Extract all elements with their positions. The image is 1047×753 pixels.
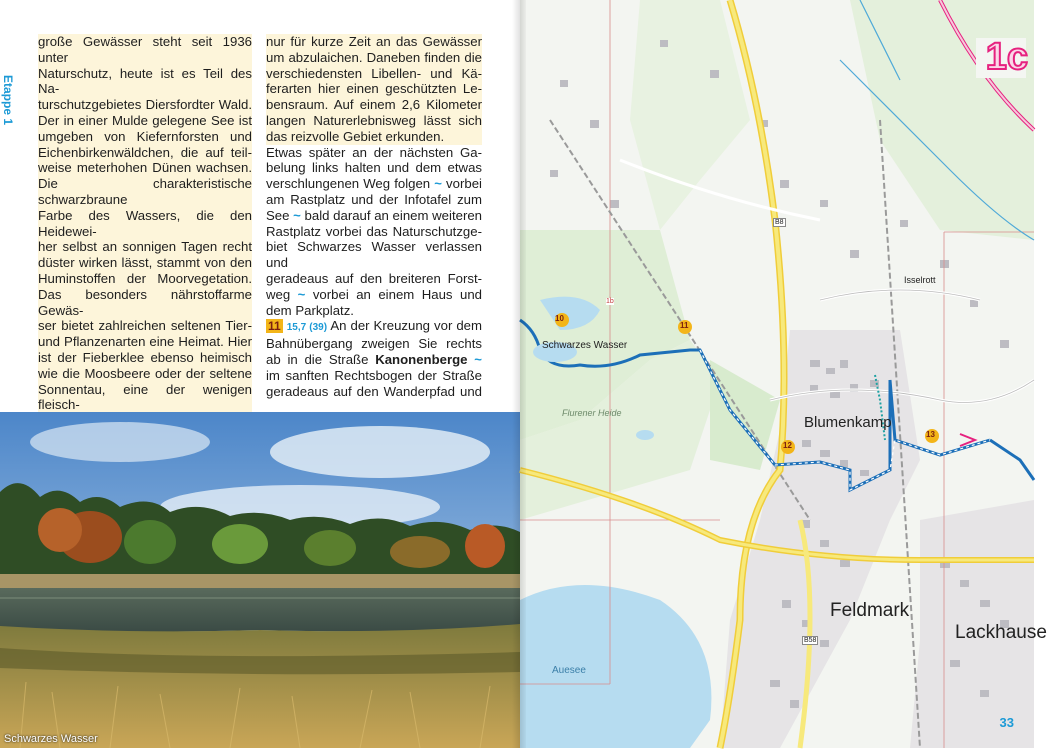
landscape-photo <box>0 412 520 748</box>
text-line: große Gewässer steht seit 1936 unter <box>38 34 252 65</box>
map-label-waypoint-12: 12 <box>783 441 792 450</box>
text-line: Der in einer Mulde gelegene See ist <box>38 112 252 128</box>
text-line: biet Schwarzes Wasser verlassen und <box>266 239 482 271</box>
text-line: Naturschutz, heute ist es Teil des Na- <box>38 65 252 97</box>
left-page <box>0 0 520 748</box>
text-column-2 <box>266 34 482 399</box>
text-line: umgeben von Kiefernforsten und <box>38 128 252 144</box>
text-line: her selbst an sonnigen Tagen recht <box>38 239 252 255</box>
text-line: dem Parkplatz. <box>266 302 354 318</box>
photo-illustration <box>0 412 520 748</box>
text-line: Huminstoffen der Moorvegetation. <box>38 270 252 286</box>
page-gutter <box>512 0 526 748</box>
text-line: Bahnübergang zweigen Sie rechts <box>266 336 482 352</box>
text-line: Farbe des Wassers, die den Heidewei- <box>38 207 252 239</box>
text-line: belung links halten und dem etwas <box>266 160 482 176</box>
map-label-b8: B8 <box>775 219 784 226</box>
text-line <box>266 208 482 224</box>
highlight-block <box>266 34 482 145</box>
text-span: See <box>266 207 290 223</box>
waypoint-number: 11 <box>268 319 281 334</box>
text-line: ferarten hier einen geschützten Le- <box>266 81 482 97</box>
map-page <box>520 0 1047 748</box>
text-line: bensraum. Auf einem 2,6 Kilometer <box>266 97 482 113</box>
text-span: bald darauf an einem weiteren <box>300 207 483 223</box>
text-line: am Rastplatz und der Infotafel zum <box>266 191 482 207</box>
text-line: Etwas später an der nächsten Ga- <box>266 144 482 160</box>
map-label-waypoint-11: 11 <box>680 321 689 330</box>
map-label-waypoint-13: 13 <box>926 430 935 439</box>
street-name: Kanonenberge <box>375 351 468 367</box>
map-label-flurener-heide: Flurener Heide <box>562 408 622 418</box>
map-label-lackhausen: Lackhause <box>955 622 1047 643</box>
map-label-feldmark: Feldmark <box>830 600 910 621</box>
text-span: vorbei an einem Haus und <box>305 286 482 302</box>
text-line: Sonnentau, eine der wenigen fleisch- <box>38 381 252 413</box>
text-line: Eichenbirkenwäldchen, die auf teil- <box>38 144 252 160</box>
wave-icon: ~ <box>434 176 442 192</box>
text-span: ab in die Straße <box>266 351 376 367</box>
text-line: Das besonders nährstoffarme Gewäs- <box>38 286 252 318</box>
stage-sidebar <box>1 66 26 136</box>
photo-caption: Schwarzes Wasser <box>4 733 98 745</box>
text-line: Die charakteristische schwarzbraune <box>38 176 252 207</box>
map-label-b58: B58 <box>804 637 817 644</box>
text-line: im sanften Rechtsbogen der Straße <box>266 367 482 383</box>
map-label-blumenkamp: Blumenkamp <box>804 414 892 431</box>
text-line: weise meterhohen Dünen wachsen. <box>38 160 252 176</box>
text-span: verschlungenen Weg folgen <box>266 176 431 192</box>
text-line: wie die Moosbeere oder der seltene <box>38 365 252 381</box>
text-line: turschutzgebietes Diersfordter Wald. <box>38 97 252 113</box>
text-line: nur für kurze Zeit an das Gewässer <box>266 34 482 49</box>
text-line <box>266 176 482 192</box>
text-line: düster wirken lässt, stammt von den <box>38 255 252 271</box>
map-label-1b: 1b <box>606 298 614 305</box>
map-label-schwarzes-wasser: Schwarzes Wasser <box>542 340 628 351</box>
text-line: um abzulaichen. Daneben finden die <box>266 49 482 65</box>
text-line: langen Naturerlebnisweg lässt sich <box>266 112 482 128</box>
text-line <box>266 352 482 368</box>
waypoint-distance: 15,7 (39) <box>286 322 328 334</box>
text-line: geradeaus auf den breiteren Forst- <box>266 270 482 286</box>
text-line: geradeaus auf den Wanderpfad und <box>266 383 482 399</box>
text-span: vorbei <box>441 176 482 192</box>
text-span: An der Kreuzung vor dem <box>327 318 482 334</box>
text-line <box>266 318 482 336</box>
text-line: Rastplatz vorbei das Naturschutzge- <box>266 223 482 239</box>
wave-icon: ~ <box>297 286 306 302</box>
text-line: ist der Fieberklee ebenso heimisch <box>38 349 252 365</box>
wave-icon: ~ <box>474 351 482 367</box>
stage-badge-label: 1c <box>985 36 1028 78</box>
stage-sidebar-label: Etappe 1 <box>1 74 16 126</box>
map-label-isselrott: Isselrott <box>904 275 936 285</box>
page-number: 33 <box>999 715 1014 730</box>
wave-icon: ~ <box>293 207 301 223</box>
text-span: weg <box>266 286 291 302</box>
text-line: ser bietet zahlreichen seltenen Tier- <box>38 318 252 334</box>
map-label-waypoint-10: 10 <box>555 314 564 323</box>
map-label-auesee: Auesee <box>552 665 586 676</box>
text-line <box>266 287 482 303</box>
text-line: und Pflanzenarten eine Heimat. Hier <box>38 334 252 350</box>
text-line: verschiedensten Libellen- und Kä- <box>266 65 482 81</box>
text-line: das reizvolle Gebiet erkunden. <box>266 128 445 144</box>
